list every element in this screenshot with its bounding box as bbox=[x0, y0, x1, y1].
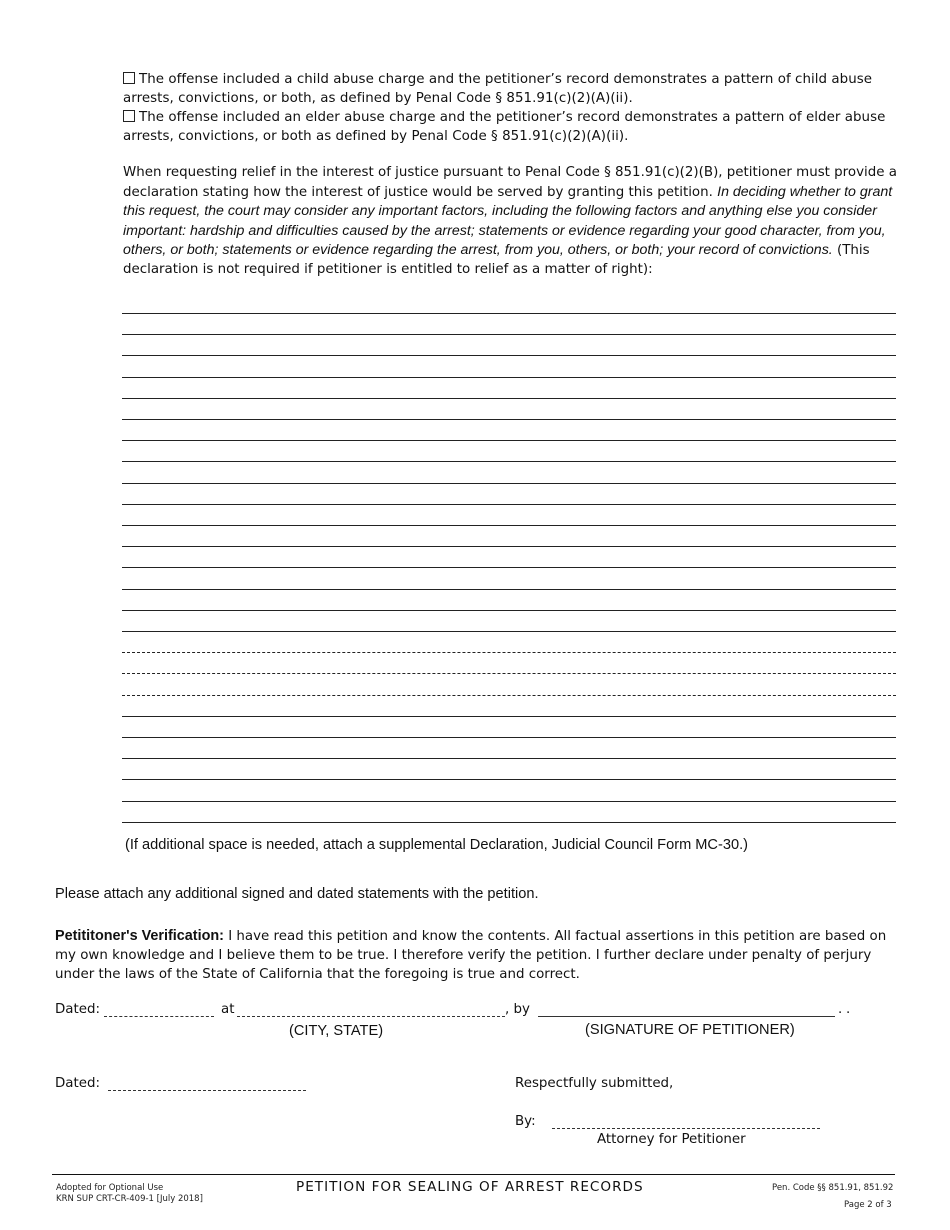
declaration-line[interactable] bbox=[122, 801, 896, 802]
interest-of-justice-paragraph bbox=[123, 164, 901, 280]
attorney-by-label: By: bbox=[515, 1114, 536, 1129]
declaration-line[interactable] bbox=[122, 822, 896, 823]
declaration-line[interactable] bbox=[122, 589, 896, 590]
interest-factors: In deciding whether to grant this request, the court may consider any important factors, including the following factors and anything else you consider important: hardship and difficulties caused by the arrest; statements or evidence regarding your good character, from you, others, or both; statements or evidence regarding the arrest, from you, others, or both; your record of convictions. bbox=[123, 183, 893, 259]
petitioner-signature-field[interactable] bbox=[538, 1016, 835, 1017]
attorney-date-field[interactable] bbox=[108, 1090, 306, 1091]
attach-note: Please attach any additional signed and dated statements with the petition. bbox=[55, 886, 539, 902]
declaration-line[interactable] bbox=[122, 483, 896, 484]
attorney-dated-label: Dated: bbox=[55, 1076, 101, 1091]
declaration-line[interactable] bbox=[122, 567, 896, 568]
at-label: at bbox=[221, 1002, 235, 1017]
elder-abuse-option bbox=[123, 108, 898, 146]
declaration-line[interactable] bbox=[122, 398, 896, 399]
verification-text: I have read this petition and know the contents. All factual assertions in this petition are based on my own knowledge and I believe them to be true. I therefore verify the petition. I further declare under penalty of perjury under the laws of the State of California that the foregoing is true and correct. bbox=[55, 929, 887, 982]
footer-page-number: Page 2 of 3 bbox=[844, 1200, 892, 1210]
signature-caption: (SIGNATURE OF PETITIONER) bbox=[585, 1022, 795, 1038]
child-abuse-option bbox=[123, 70, 898, 108]
declaration-line[interactable] bbox=[122, 355, 896, 356]
declaration-line[interactable] bbox=[122, 673, 896, 674]
declaration-line[interactable] bbox=[122, 525, 896, 526]
respectfully-submitted: Respectfully submitted, bbox=[515, 1076, 674, 1091]
elder-abuse-checkbox[interactable] bbox=[123, 110, 135, 122]
declaration-line[interactable] bbox=[122, 504, 896, 505]
declaration-line[interactable] bbox=[122, 546, 896, 547]
declaration-line[interactable] bbox=[122, 419, 896, 420]
footer-title: PETITION FOR SEALING OF ARREST RECORDS bbox=[296, 1179, 644, 1195]
signature-end-period: . bbox=[846, 1002, 851, 1017]
attorney-caption: Attorney for Petitioner bbox=[597, 1132, 746, 1147]
footer-form-id: KRN SUP CRT-CR-409-1 [July 2018] bbox=[56, 1194, 203, 1204]
city-state-field[interactable] bbox=[237, 1016, 505, 1017]
declaration-line[interactable] bbox=[122, 461, 896, 462]
child-abuse-checkbox[interactable] bbox=[123, 72, 135, 84]
interest-tail: (This declaration is not required if petitioner is entitled to relief as a matter of right): bbox=[123, 243, 870, 277]
supplemental-note: (If additional space is needed, attach a supplemental Declaration, Judicial Council Form MC-30.) bbox=[125, 837, 748, 853]
attorney-signature-field[interactable] bbox=[552, 1128, 820, 1129]
declaration-line[interactable] bbox=[122, 737, 896, 738]
declaration-line[interactable] bbox=[122, 716, 896, 717]
declaration-line[interactable] bbox=[122, 758, 896, 759]
date-field[interactable] bbox=[104, 1016, 214, 1017]
city-state-caption: (CITY, STATE) bbox=[289, 1023, 384, 1039]
declaration-line[interactable] bbox=[122, 631, 896, 632]
declaration-line[interactable] bbox=[122, 377, 896, 378]
elder-abuse-text: The offense included an elder abuse charge and the petitioner’s record demonstrates a pattern of elder abuse arrests, convictions, or both as defined by Penal Code § 851.91(c)(2)(A)(ii). bbox=[123, 110, 886, 144]
declaration-line[interactable] bbox=[122, 695, 896, 696]
footer-adopted: Adopted for Optional Use bbox=[56, 1183, 164, 1193]
declaration-line[interactable] bbox=[122, 652, 896, 653]
declaration-line[interactable] bbox=[122, 334, 896, 335]
footer-rule bbox=[52, 1174, 895, 1175]
verification-paragraph bbox=[55, 927, 905, 984]
interest-lead: When requesting relief in the interest of justice pursuant to Penal Code § 851.91(c)(2)(B), petitioner must provide a declaration stating how the interest of justice would be served by granting this petition. bbox=[123, 165, 897, 200]
by-label: , by bbox=[505, 1002, 530, 1017]
declaration-line[interactable] bbox=[122, 779, 896, 780]
declaration-line[interactable] bbox=[122, 313, 896, 314]
verification-heading: Petititoner's Verification: bbox=[55, 928, 224, 944]
declaration-line[interactable] bbox=[122, 440, 896, 441]
declaration-line[interactable] bbox=[122, 610, 896, 611]
footer-code: Pen. Code §§ 851.91, 851.92 bbox=[772, 1183, 894, 1193]
child-abuse-text: The offense included a child abuse charge and the petitioner’s record demonstrates a pattern of child abuse arrests, convictions, or both, as defined by Penal Code § 851.91(c)(2)(A)(ii). bbox=[123, 72, 873, 106]
signature-end-mark: . bbox=[838, 1002, 843, 1017]
dated-label: Dated: bbox=[55, 1002, 101, 1017]
